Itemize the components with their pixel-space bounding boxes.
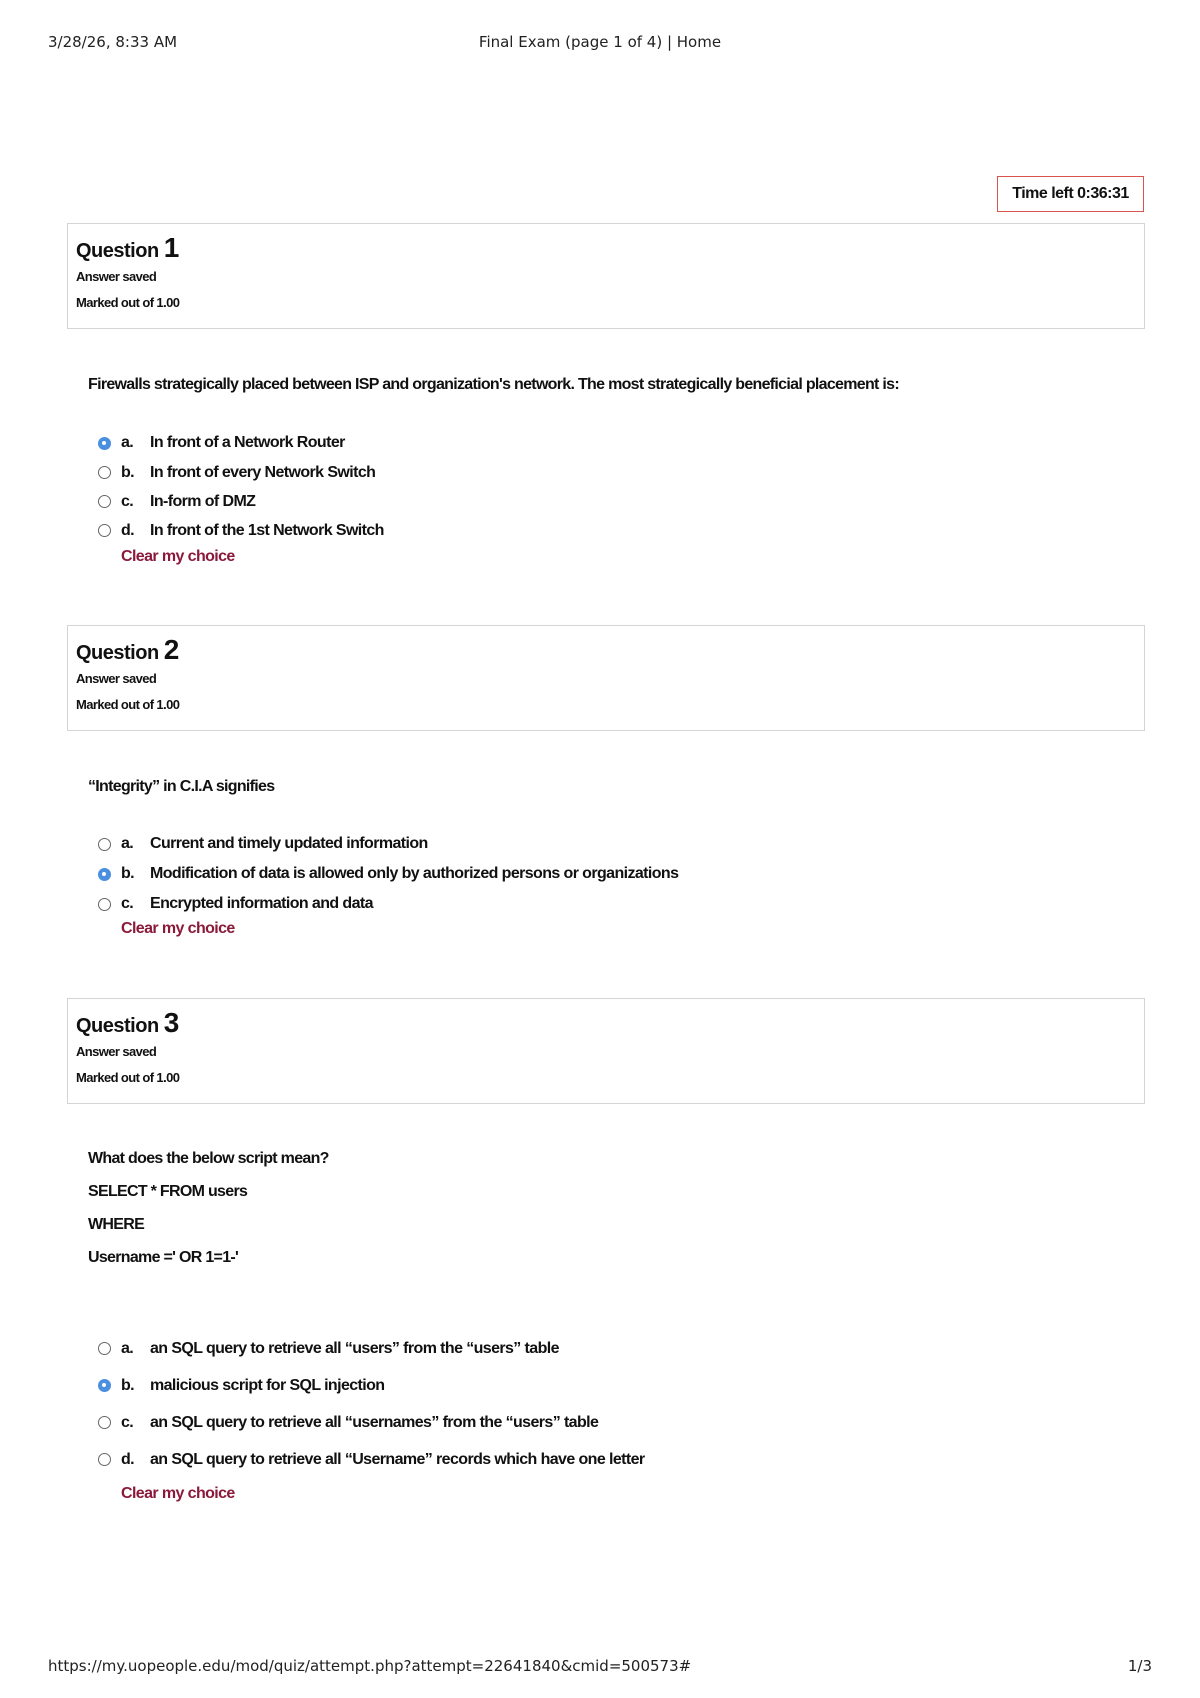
answer-option[interactable] [98,1367,645,1404]
question-text-3 [88,1149,329,1281]
answer-letter: a. [121,835,134,852]
answer-text: In front of the 1st Network Switch [150,521,384,539]
radio-button[interactable] [98,437,111,450]
answer-letter: b. [121,1376,135,1394]
question-text-line: SELECT * FROM users [88,1183,248,1200]
question-info-3 [67,998,1145,1104]
question-text-2 [88,777,274,810]
question-text-line: WHERE [88,1216,145,1233]
answer-letter: b. [121,865,135,882]
radio-button[interactable] [98,1453,111,1466]
quiz-timer: Time left 0:36:31 [997,176,1144,212]
answer-letter: c. [121,1413,134,1431]
answer-option[interactable] [98,487,384,516]
print-page-title: Final Exam (page 1 of 4) | Home [478,33,722,51]
radio-button[interactable] [98,898,111,911]
radio-button[interactable] [98,524,111,537]
answer-option[interactable] [98,458,384,487]
answer-letter: b. [121,463,135,481]
question-title [76,636,1144,667]
question-label: Question [76,642,159,664]
answer-text: an SQL query to retrieve all “users” from the “users” table [150,1339,559,1357]
answer-letter: a. [121,434,134,451]
answer-letter: c. [121,492,134,510]
question-text-line: Firewalls strategically placed between ISP and organization's network. The most strategically beneficial placement is: [88,376,899,393]
question-info-2 [67,625,1145,731]
question-text-line: What does the below script mean? [88,1150,329,1167]
question-title [76,234,1144,265]
answer-text: Current and timely updated information [150,835,428,852]
answer-option[interactable] [98,859,678,889]
answer-letter: d. [121,1450,135,1468]
answer-list-2 [98,829,678,919]
answer-list-1 [98,428,384,545]
answer-option[interactable] [98,1441,645,1478]
question-grade: Marked out of 1.00 [76,1070,180,1085]
radio-button[interactable] [98,1416,111,1429]
clear-choice-link[interactable]: Clear my choice [121,548,235,565]
radio-button[interactable] [98,838,111,851]
question-grade: Marked out of 1.00 [76,295,180,310]
print-datetime: 3/28/26, 8:33 AM [48,33,178,51]
answer-option[interactable] [98,428,384,458]
question-number: 2 [163,634,179,665]
answer-text: an SQL query to retrieve all “Username” records which have one letter [150,1450,645,1468]
radio-button[interactable] [98,1379,111,1392]
answer-option[interactable] [98,1404,645,1441]
question-title [76,1009,1144,1040]
answer-option[interactable] [98,889,678,919]
answer-option[interactable] [98,829,678,859]
answer-letter: a. [121,1339,134,1357]
answer-list-3 [98,1330,645,1478]
answer-letter: d. [121,521,135,539]
answer-letter: c. [121,895,134,912]
radio-button[interactable] [98,1342,111,1355]
clear-choice-link[interactable]: Clear my choice [121,1485,235,1502]
answer-text: Encrypted information and data [150,895,373,912]
question-label: Question [76,240,159,262]
clear-choice-link[interactable]: Clear my choice [121,920,235,937]
answer-text: In front of a Network Router [150,434,345,451]
print-url: https://my.uopeople.edu/mod/quiz/attempt.php?attempt=22641840&cmid=500573# [48,1657,692,1675]
question-grade: Marked out of 1.00 [76,697,180,712]
question-info-1 [67,223,1145,329]
question-text-1 [88,375,899,408]
question-text-line: “Integrity” in C.I.A signifies [88,778,275,795]
question-text-line: Username =' OR 1=1-' [88,1249,239,1266]
question-state: Answer saved [76,269,157,284]
question-label: Question [76,1015,159,1037]
print-footer [48,1657,1152,1677]
print-header [48,33,1152,53]
answer-text: In-form of DMZ [150,492,256,510]
radio-button[interactable] [98,868,111,881]
answer-text: malicious script for SQL injection [150,1376,385,1394]
radio-button[interactable] [98,466,111,479]
answer-text: Modification of data is allowed only by authorized persons or organizations [150,865,679,882]
answer-option[interactable] [98,1330,645,1367]
radio-button[interactable] [98,495,111,508]
question-number: 1 [163,232,179,263]
question-state: Answer saved [76,1044,157,1059]
question-state: Answer saved [76,671,157,686]
answer-text: an SQL query to retrieve all “usernames” from the “users” table [150,1413,599,1431]
answer-option[interactable] [98,516,384,545]
answer-text: In front of every Network Switch [150,463,376,481]
print-page-number: 1/3 [1127,1657,1152,1675]
question-number: 3 [163,1007,179,1038]
